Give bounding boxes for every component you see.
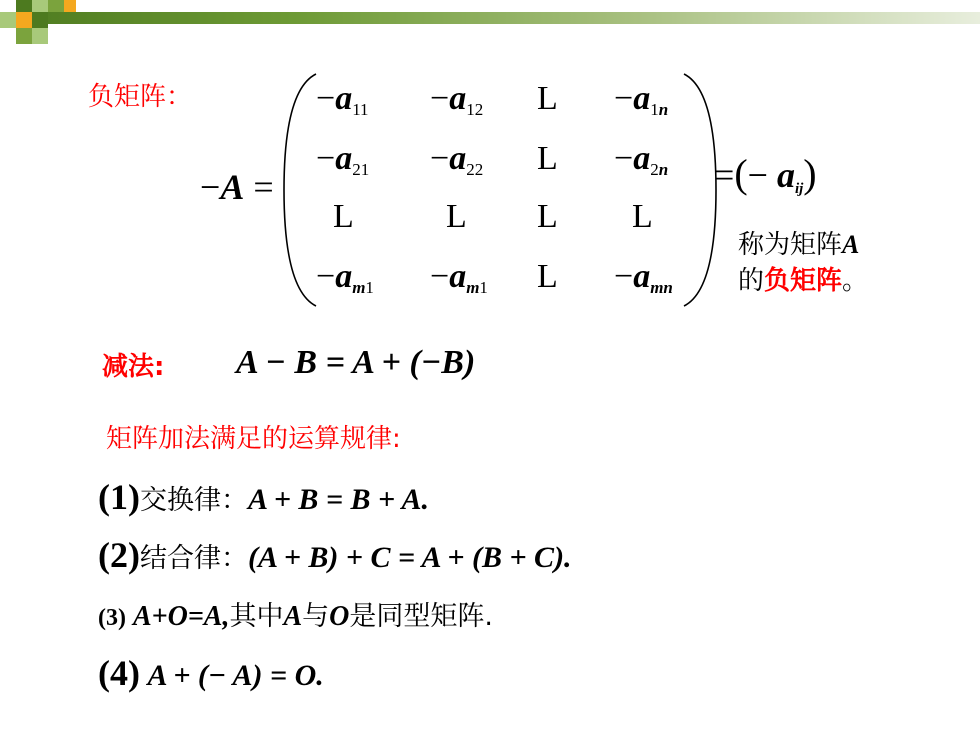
header-square-dark-3: [32, 28, 48, 44]
matrix-cell-r1c2: $-a_{12}$: [430, 80, 484, 119]
neg-matrix-lhs: [200, 166, 274, 208]
laws-heading: 矩阵加法满足的运算规律:: [106, 424, 401, 454]
law-4: (4) A + (− A) = O.: [98, 653, 324, 693]
header-square-mid: [48, 0, 64, 12]
matrix-cell-r1c3: L: [537, 80, 558, 117]
header-square-dark-2: [0, 12, 16, 28]
subtraction-formula: A − B = A + (−B): [236, 344, 476, 381]
matrix-cell-r3c2: L: [446, 198, 467, 235]
law-2: (2)结合律：(A + B) + C = A + (B + C).: [98, 535, 572, 575]
header-square-light: [32, 0, 48, 12]
matrix-cell-r4c3: L: [537, 258, 558, 295]
header-square-dark: [16, 0, 32, 12]
matrix-cell-r3c4: L: [632, 198, 653, 235]
header-square-mid-2: [16, 12, 32, 28]
matrix-cell-r2c1: $-a_{21}$: [316, 140, 370, 179]
header-square-accent-2: [16, 28, 32, 44]
neg-matrix-label: 负矩阵：: [88, 82, 193, 112]
matrix-cell-r2c3: L: [537, 140, 558, 177]
matrix-cell-r4c2: $-am_1$: [430, 258, 488, 297]
header-square-light-2: [32, 12, 48, 28]
lhs-var: A: [220, 167, 245, 207]
subtraction-label: 减法:: [102, 352, 165, 382]
matrix-cell-r2c4: $-a_2n$: [614, 140, 669, 179]
header-gradient-bar: [0, 12, 980, 24]
header-square-accent: [64, 0, 76, 12]
lhs-minus: −: [200, 167, 221, 207]
matrix-cell-r2c2: $-a_{22}$: [430, 140, 484, 179]
neg-matrix-note-line2: 的负矩阵。: [738, 266, 869, 296]
matrix-cell-r1c1: $-a_{11}$: [316, 80, 369, 119]
matrix-cell-r1c4: $-a_1n$: [614, 80, 669, 119]
law-3: (3) A+O=A,其中A与O是同型矩阵.: [98, 601, 493, 632]
matrix-cell-r4c4: −amn: [614, 258, 673, 297]
matrix-cell-r3c1: L: [333, 198, 354, 235]
lhs-equals: =: [253, 167, 274, 207]
matrix-cell-r3c3: L: [537, 198, 558, 235]
law-1: (1)交换律：A + B = B + A.: [98, 477, 430, 517]
neg-matrix-rhs: =(− aij): [714, 151, 817, 197]
matrix-cell-r4c1: $-am_1$: [316, 258, 374, 297]
neg-matrix-note-line1: 称为矩阵A: [738, 230, 860, 260]
